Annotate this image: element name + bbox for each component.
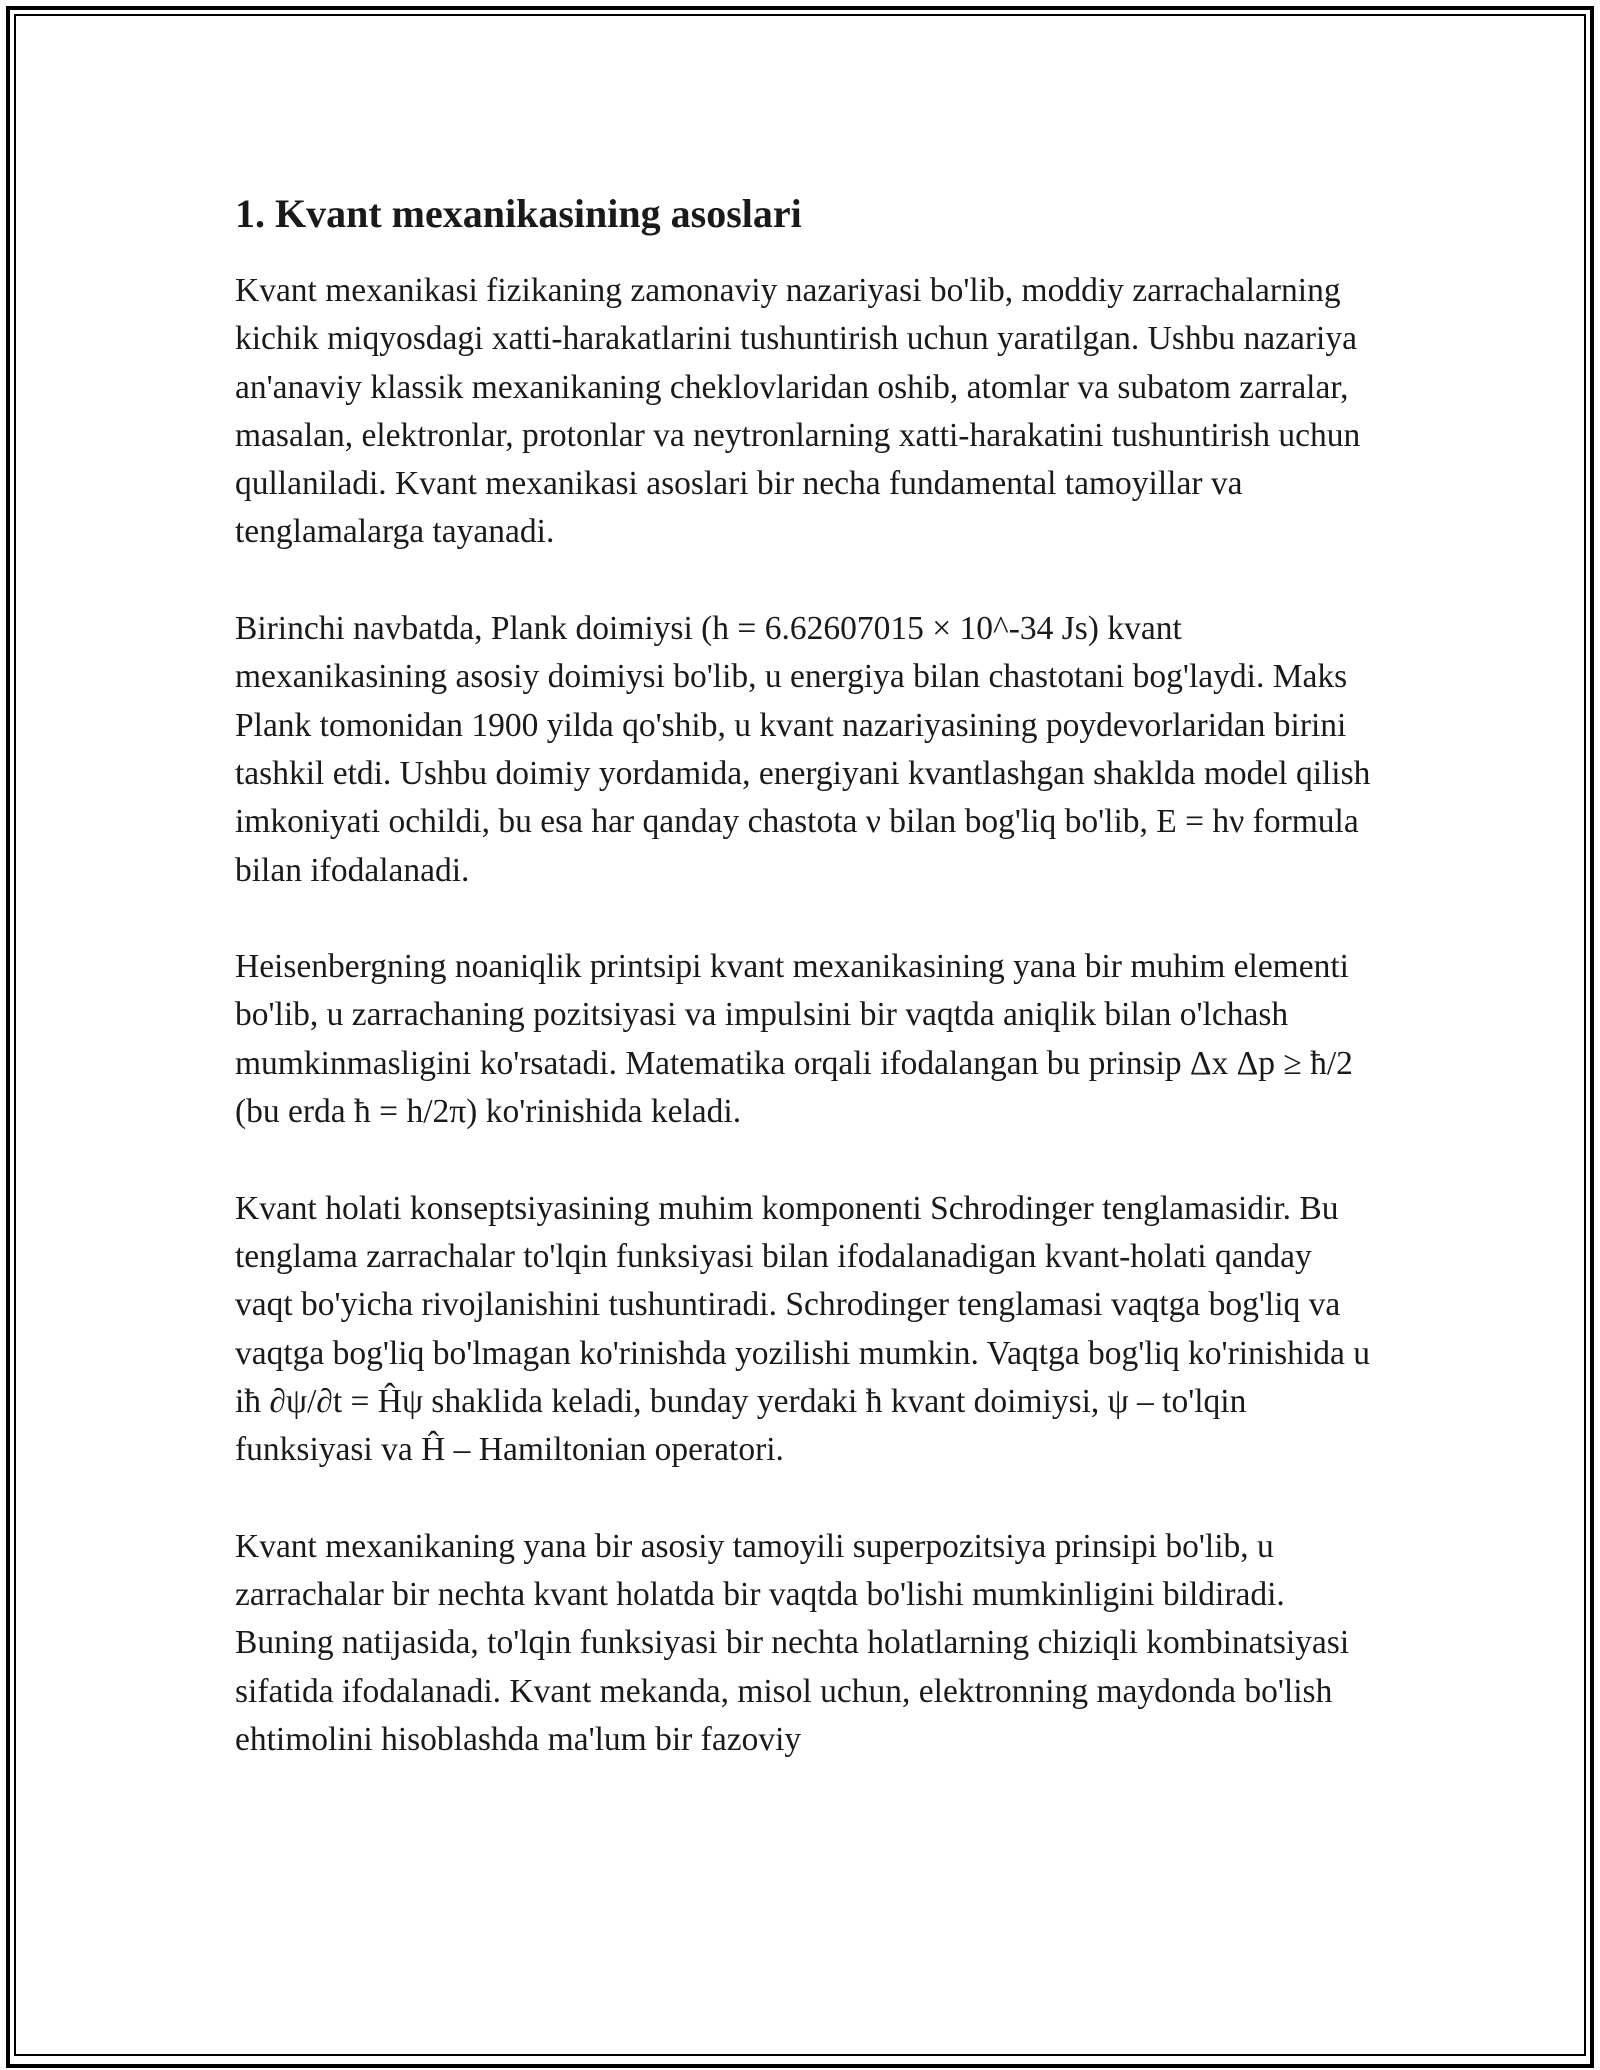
paragraph-intro: Kvant mexanikasi fizikaning zamonaviy nazariyasi bo'lib, moddiy zarrachalarning kichik miqyosdagi xatti-harakatlarini tushuntirish uchun yaratilgan. Ushbu nazariya an'anaviy klassik mexanikaning cheklovlaridan oshib, atomlar va subatom zarralar, masalan, elektronlar, protonlar va neytronlarning xatti-harakatini tushuntirish uchun qullaniladi. Kvant mexanikasi asoslari bir necha fundamental tamoyillar va tenglamalarga tayanadi.	[235, 272, 1361, 551]
paragraph-schrodinger-equation: Kvant holati konseptsiyasining muhim komponenti Schrodinger tenglamasidir. Bu tenglama zarrachalar to'lqin funksiyasi bilan ifodalanadigan kvant-holati qanday vaqt bo'yicha rivojlanishini tushuntiradi. Schrodinger tenglamasi vaqtga bog'liq va vaqtga bog'liq bo'lmagan ko'rinishda yozilishi mumkin. Vaqtga bog'liq ko'rinishida u iħ ∂ψ/∂t = Ĥψ shaklida keladi, bunday yerdaki ħ kvant doimiysi, ψ – to'lqin funksiyasi va Ĥ – Hamiltonian operatori.	[235, 1189, 1370, 1469]
document-body	[235, 185, 1375, 1813]
paragraph-uncertainty-principle: Heisenbergning noaniqlik printsipi kvant mexanikasining yana bir muhim elementi bo'lib, u zarrachaning pozitsiyasi va impulsini bir vaqtda aniqlik bilan o'lchash mumkinmasligini ko'rsatadi. Matematika orqali ifodalangan bu prinsip Δx Δp ≥ ħ/2 (bu erda ħ = h/2π) ko'rinishida keladi.	[235, 948, 1353, 1131]
paragraph-superposition: Kvant mexanikaning yana bir asosiy tamoyili superpozitsiya prinsipi bo'lib, u zarrachalar bir nechta kvant holatda bir vaqtda bo'lishi mumkinligini bildiradi. Buning natijasida, to'lqin funksiyasi bir nechta holatlarning chiziqli kombinatsiyasi sifatida ifodalanadi. Kvant mekanda, misol uchun, elektronning maydonda bo'lish ehtimolini hisoblashda ma'lum bir fazoviy	[235, 1527, 1350, 1758]
section-title: 1. Kvant mexanikasining asoslari	[235, 191, 802, 236]
paragraph-planck-constant: Birinchi navbatda, Plank doimiysi (h = 6.62607015 × 10^-34 Js) kvant mexanikasining asosiy doimiysi bo'lib, u energiya bilan chastotani bog'laydi. Maks Plank tomonidan 1900 yilda qo'shib, u kvant nazariyasining poydevorlaridan birini tashkil etdi. Ushbu doimiy yordamida, energiyani kvantlashgan shaklda model qilish imkoniyati ochildi, bu esa har qanday chastota ν bilan bog'liq bo'lib, E = hν formula bilan ifodalanadi.	[235, 610, 1371, 889]
